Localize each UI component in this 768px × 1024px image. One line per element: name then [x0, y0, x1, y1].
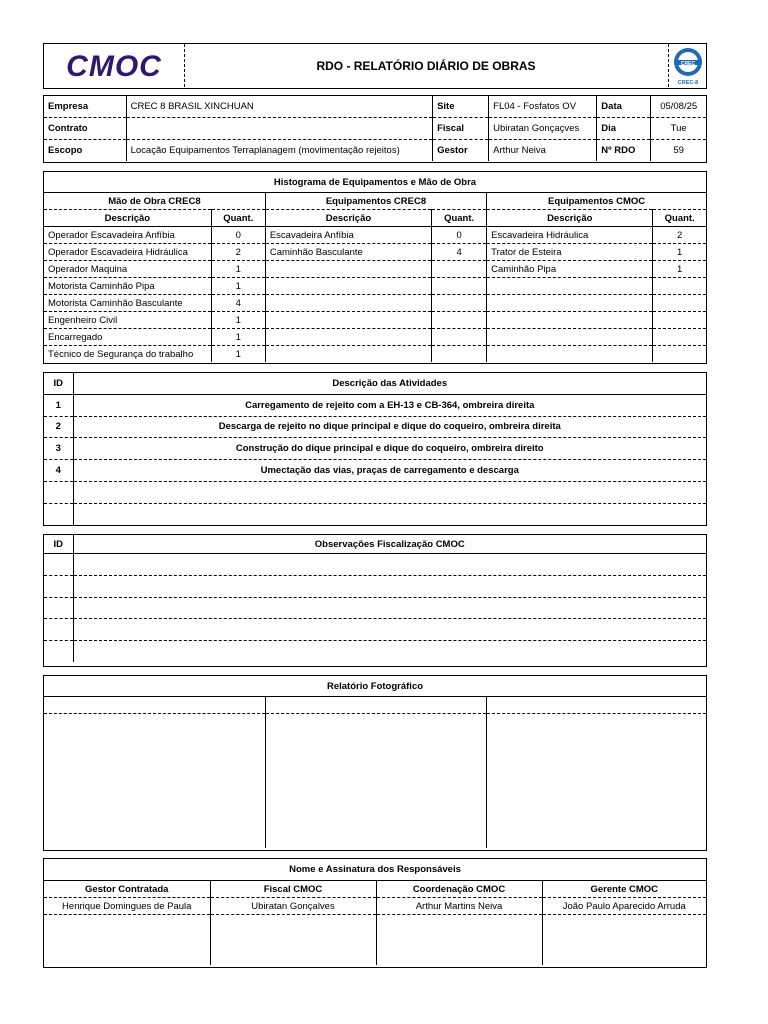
activities-id-header: ID [44, 373, 73, 394]
cmoc-equip-desc [487, 295, 653, 312]
table-row [44, 329, 706, 346]
observation-desc [73, 554, 706, 576]
observations-id-header: ID [44, 535, 73, 554]
cmoc-logo [44, 44, 185, 87]
activity-id: 2 [44, 416, 73, 438]
cmoc-equip-desc [487, 278, 653, 295]
activities-title: Descrição das Atividades [73, 373, 706, 394]
escopo-value: Locação Equipamentos Terraplanagem (movimentação rejeitos) [126, 140, 432, 162]
histogram-title: Histograma de Equipamentos e Mão de Obra [44, 172, 706, 193]
table-row [44, 554, 706, 576]
cmoc-equip-qty [653, 278, 706, 295]
gestor-value: Arthur Neiva [489, 140, 597, 162]
crec-equip-desc [265, 295, 431, 312]
name-fiscal-cmoc: Ubiratan Gonçalves [210, 898, 376, 915]
desc-header-3: Descrição [487, 210, 653, 227]
observation-desc [73, 597, 706, 619]
activity-id [44, 503, 73, 524]
labor-qty: 1 [211, 278, 265, 295]
activity-desc [73, 503, 706, 524]
contrato-label: Contrato [44, 118, 126, 140]
photo-slot-3 [486, 714, 706, 849]
activity-desc: Construção do dique principal e dique do coqueiro, ombreira direito [73, 438, 706, 460]
dia-label: Dia [597, 118, 651, 140]
cmoc-equip-desc [487, 329, 653, 346]
crec-equip-desc [265, 312, 431, 329]
qty-header-3: Quant. [653, 210, 706, 227]
table-row [44, 438, 706, 460]
rdo-value: 59 [673, 145, 684, 156]
photo-report-section [43, 675, 707, 851]
crec-equip-desc: Caminhão Basculante [265, 244, 431, 261]
info-section [43, 95, 707, 163]
role-coordenacao-cmoc: Coordenação CMOC [376, 881, 542, 898]
site-label: Site [433, 96, 489, 118]
cmoc-equip-desc: Caminhão Pipa [487, 261, 653, 278]
labor-desc: Operador Maquina [44, 261, 211, 278]
labor-desc: Encarregado [44, 329, 211, 346]
cmoc-equip-qty [653, 329, 706, 346]
crec-seal-icon [668, 44, 707, 87]
labor-desc: Motorista Caminhão Pipa [44, 278, 211, 295]
labor-desc: Operador Escavadeira Anfíbia [44, 227, 211, 244]
fiscal-value: Ubiratan Gonçaçves [489, 118, 597, 140]
desc-header-2: Descrição [265, 210, 431, 227]
crec-equip-desc [265, 278, 431, 295]
group-equipment-crec8: Equipamentos CREC8 [265, 193, 486, 210]
activity-id: 3 [44, 438, 73, 460]
table-row [44, 295, 706, 312]
observation-id [44, 619, 73, 641]
qty-header-1: Quant. [211, 210, 265, 227]
role-gestor-contratada: Gestor Contratada [44, 881, 210, 898]
cmoc-equip-qty: 1 [653, 244, 706, 261]
activity-desc: Descarga de rejeito no dique principal e dique do coqueiro, ombreira direita [73, 416, 706, 438]
signature-box [44, 915, 210, 966]
photo-report-title: Relatório Fotográfico [44, 676, 706, 697]
gestor-label: Gestor [433, 140, 489, 162]
cmoc-equip-qty: 1 [653, 261, 706, 278]
table-row [44, 346, 706, 363]
labor-desc: Técnico de Segurança do trabalho [44, 346, 211, 363]
observation-id [44, 641, 73, 662]
table-row [44, 503, 706, 524]
table-row [44, 481, 706, 503]
role-fiscal-cmoc: Fiscal CMOC [210, 881, 376, 898]
photo-slot-1 [44, 714, 265, 849]
crec-equip-qty [432, 346, 487, 363]
observation-id [44, 597, 73, 619]
page-title: RDO - RELATÓRIO DIÁRIO DE OBRAS [316, 58, 536, 73]
table-row [44, 575, 706, 597]
table-row [44, 641, 706, 662]
data-value: 05/08/25 [651, 96, 706, 118]
crec-equip-qty [432, 295, 487, 312]
crec-equip-desc: Escavadeira Anfíbia [265, 227, 431, 244]
signature-box [542, 915, 706, 966]
table-row [44, 394, 706, 416]
cmoc-equip-desc [487, 346, 653, 363]
qty-header-2: Quant. [432, 210, 487, 227]
crec-equip-qty [432, 278, 487, 295]
observation-desc [73, 575, 706, 597]
activities-section [43, 372, 707, 526]
histogram-section [43, 171, 707, 364]
crec-equip-qty [432, 312, 487, 329]
crec-equip-qty: 0 [432, 227, 487, 244]
contrato-value [126, 118, 432, 140]
document-header [43, 43, 707, 89]
table-row [44, 460, 706, 482]
observation-id [44, 575, 73, 597]
cmoc-equip-qty [653, 312, 706, 329]
labor-qty: 4 [211, 295, 265, 312]
labor-desc: Motorista Caminhão Basculante [44, 295, 211, 312]
name-coordenacao-cmoc: Arthur Martins Neiva [376, 898, 542, 915]
cmoc-equip-qty [653, 346, 706, 363]
labor-qty: 2 [211, 244, 265, 261]
data-label: Data [597, 96, 651, 118]
activity-id [44, 481, 73, 503]
crec-equip-qty [432, 261, 487, 278]
table-row [44, 416, 706, 438]
photo-caption-1 [44, 697, 265, 714]
group-labor-crec8: Mão de Obra CREC8 [44, 193, 265, 210]
activity-desc: Carregamento de rejeito com a EH-13 e CB-364, ombreira direita [73, 394, 706, 416]
activity-id: 1 [44, 394, 73, 416]
photo-slot-2 [265, 714, 486, 849]
observations-section [43, 534, 707, 667]
table-row [44, 244, 706, 261]
labor-qty: 1 [211, 312, 265, 329]
role-gerente-cmoc: Gerente CMOC [542, 881, 706, 898]
table-row [44, 312, 706, 329]
signatures-title: Nome e Assinatura dos Responsáveis [44, 859, 706, 881]
crec-equip-qty: 4 [432, 244, 487, 261]
photo-caption-3 [486, 697, 706, 714]
crec-equip-desc [265, 261, 431, 278]
signature-box [376, 915, 542, 966]
observation-desc [73, 619, 706, 641]
empresa-value: CREC 8 BRASIL XINCHUAN [126, 96, 432, 118]
rdo-label: Nº RDO [597, 140, 651, 162]
group-equipment-cmoc: Equipamentos CMOC [487, 193, 706, 210]
observation-desc [73, 641, 706, 662]
logo-text: CMOC [66, 50, 162, 81]
photo-caption-2 [265, 697, 486, 714]
crec-equip-qty [432, 329, 487, 346]
labor-qty: 1 [211, 261, 265, 278]
table-row [44, 619, 706, 641]
fiscal-label: Fiscal [433, 118, 489, 140]
cmoc-equip-qty: 2 [653, 227, 706, 244]
site-value: FL04 - Fosfatos OV [489, 96, 597, 118]
desc-header-1: Descrição [44, 210, 211, 227]
crec-equip-desc [265, 329, 431, 346]
cmoc-equip-desc: Escavadeira Hidráulica [487, 227, 653, 244]
table-row [44, 261, 706, 278]
cmoc-equip-qty [653, 295, 706, 312]
observations-title: Observações Fiscalização CMOC [73, 535, 706, 554]
table-row [44, 597, 706, 619]
seal-text: CREC [680, 60, 696, 67]
empresa-label: Empresa [44, 96, 126, 118]
cmoc-equip-desc: Trator de Esteira [487, 244, 653, 261]
labor-qty: 1 [211, 346, 265, 363]
labor-qty: 0 [211, 227, 265, 244]
labor-desc: Engenheiro Civil [44, 312, 211, 329]
table-row [44, 227, 706, 244]
seal-caption: CREC-8 [677, 79, 699, 86]
labor-desc: Operador Escavadeira Hidráulica [44, 244, 211, 261]
dia-value: Tue [651, 118, 706, 140]
labor-qty: 1 [211, 329, 265, 346]
name-gestor-contratada: Henrique Domingues de Paula [44, 898, 210, 915]
activity-id: 4 [44, 460, 73, 482]
activity-desc: Umectação das vias, praças de carregamento e descarga [73, 460, 706, 482]
signature-box [210, 915, 376, 966]
cmoc-equip-desc [487, 312, 653, 329]
observation-id [44, 554, 73, 576]
name-gerente-cmoc: João Paulo Aparecido Arruda [542, 898, 706, 915]
signatures-section [43, 858, 707, 968]
table-row [44, 278, 706, 295]
crec-equip-desc [265, 346, 431, 363]
escopo-label: Escopo [44, 140, 126, 162]
activity-desc [73, 481, 706, 503]
